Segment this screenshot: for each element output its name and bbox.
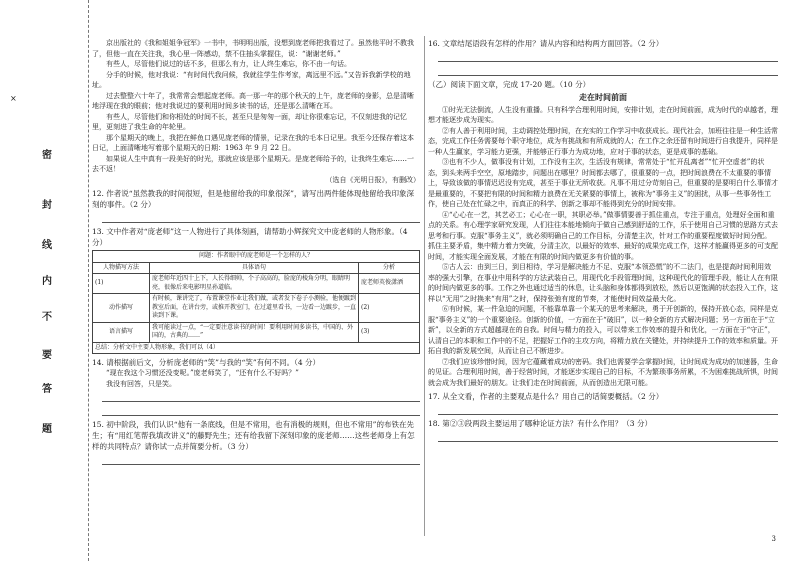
table-cell: 庞老师年近四十上下，人长得细帅，个子高高的，脸庞的棱角分明，眼睛明亮，很像后来电影明星孙道临。 bbox=[150, 274, 359, 294]
reading-paragraph: ⑥有时候，某一件急迫的问题，不能靠单靠一个某天的思考来解决，勇于开创新的，保持开放心态，同样是克服“事务主义”的一个重要途径。创新的价值，一方面在于“破旧”，以一种全新的方式解决问题；另一方面在于“立新”，以全新的方式超越现在的自我。时间与精力的投入，可以带来工作效率的提升和优化，一方面在于“守正”，认清自己的本职和工作中的不足，把握好工作的主攻方向，将精力放在关键处，并持续提升工作的效率和质量。开拓自我的新发展空间，从而让自己不断进步。 bbox=[428, 305, 778, 355]
table-cell[interactable]: (2) bbox=[359, 294, 420, 323]
table-row bbox=[93, 294, 420, 323]
binding-margin bbox=[0, 0, 89, 561]
table-summary-text: 总结：分析文中主要人物形象，我们可以（4） bbox=[95, 343, 219, 351]
article-title: 走在时间前面 bbox=[579, 92, 627, 102]
question-17: 17. 从全文看，作者的主要观点是什么？用自己的话简要概括。（2 分） bbox=[428, 392, 664, 401]
table-cell[interactable]: (1) bbox=[93, 274, 150, 294]
table-cell: 语言描写 bbox=[93, 322, 150, 342]
character-analysis-table bbox=[92, 250, 420, 354]
section-heading: （乙）阅读下面文章，完成 17-20 题。（10 分） bbox=[428, 80, 591, 89]
answer-line[interactable] bbox=[102, 454, 420, 465]
margin-speck: × bbox=[10, 94, 17, 103]
reading-paragraph: 那个星期天的晚上，我把在鲜鱼口遇见庞老师的情景，记录在我的毛本日记里。我至今还保存着这本日记，上面清晰地写着那个星期天的日期：1963 年 9 月 22 日。 bbox=[92, 133, 414, 152]
table-cell: 有时候，课讲完了，布置课堂作业让我们做，或者发下卷子小测验，他便踱到教室后面，在讲台旁，或推开教室门，在过道里看书，一边看一边踱步，一直读到下课。 bbox=[150, 294, 359, 323]
table-caption: 问题：作者眼中的庞老师是一个怎样的人？ bbox=[93, 251, 420, 263]
answer-line[interactable] bbox=[102, 405, 420, 416]
binding-char: 不 bbox=[42, 312, 52, 323]
reading-paragraph: ②有人善于利用时间，主动调控处理时间，在充实的工作学习中收获成长。现代社会，加班往往是一种生活常态，完成工作任务需要每个职守地位，成为有挑战和有所成就的人；在工作之余还留有时间进行自我提升，同样是一种人生赢家，学习能力更强，并能够正行事力为成功地，应对于事的状态，更是成事的基础。 bbox=[428, 126, 778, 156]
table-row bbox=[93, 322, 420, 342]
answer-line[interactable] bbox=[438, 65, 778, 76]
reading-paragraph: 有些人，尽管他们说过的话不多，但那么有力，让人终生难忘，你不由一句话。 bbox=[106, 60, 351, 68]
table-row bbox=[93, 274, 420, 294]
binding-char: 线 bbox=[42, 240, 52, 251]
right-column bbox=[428, 38, 778, 445]
question-quote: “现在我这个习惯还没变呢。”庞老师笑了，“还有什么不好吗？” bbox=[106, 369, 299, 377]
source-citation: （选自《光明日报》，有删改） bbox=[325, 175, 420, 184]
reading-paragraph: ③也有不少人，做事没有计划，工作没有主次，生活没有规律，常常处于“忙开乱离者”“忙开空虚者”的状态，到头来两手空空，原地踏步，问题出在哪里？时间都去哪了，很重要的一点，把时间浪费在不太重要的事情上，导致该做的事情迟迟没有完成，甚至于事业无所收获。凡事不用过分苛刻自己，但重要的是要明白什么事情才是最重要的，不要把有限的时间和精力浪费在无关紧要的事情上，被称为“事务主义”的困扰，从事一些事务性工作，使自己处在忙碌之中，而真正的科学、创新之事却不能得到充分的时间安排。 bbox=[428, 158, 778, 208]
table-cell: 动作描写 bbox=[93, 294, 150, 323]
reading-paragraph: ⑦我们应该珍惜时间，因为它蕴藏着成功的密码。我们也需要学会掌握时间，让时间成为成功的加速器，生命的见证。合理利用时间，善于经营时间，才能逐步实现自己的目标，不为繁琐事务所累，不为困难挑战所惧，时间就会成为我们最好的朋友。让我们走在时间前面，从而创造出无限可能。 bbox=[428, 357, 778, 387]
table-cell: 我可能读过一点，“一定要注意读书的时间！要利用时间多读书，中国的、外国的，古典的……” bbox=[150, 322, 359, 342]
binding-char: 密 bbox=[42, 150, 52, 161]
reading-paragraph: 过去整整六十年了，我常常会想起庞老师。高一那一年的那个秋天的上午，庞老师的身影，总是清晰地浮现在我的眼前；他对我说过的要利用时间多读书的话，还是那么清晰在耳。 bbox=[92, 91, 414, 110]
binding-char: 答 bbox=[42, 384, 52, 395]
binding-char: 题 bbox=[42, 424, 52, 435]
reading-paragraph: ④“心心在一艺，其艺必工；心心在一职，其职必举。”做事情要善于抓住重点，专注于重点，处理好全面和重点的关系。有心理学家研究发现，人们往往本能地倾向于做自己感到舒适的工作，乐于使用自己习惯的思路方式去思考和行事。克服“事务主义”，就必须明确自己的工作目标，分清楚主次，针对工作的重要程度做好时间分配。抓住主要矛盾，集中精力着力突破，分清主次，以最好的效率、最好的成果完成工作，这样才能赢得更多的可支配时间，才能实现全面发展，才能在有限的时间内做更多有价值的事。 bbox=[428, 210, 778, 261]
table-header: 具体语句 bbox=[150, 262, 359, 274]
answer-line[interactable] bbox=[102, 212, 420, 223]
reading-paragraph: 分手的时候，他对我说：“有时间代我问候，我就往学生作考家，离远里不远。”又告诉我新学校的地址。 bbox=[92, 70, 411, 89]
binding-char: 内 bbox=[42, 276, 52, 287]
reading-paragraph: 有些人，尽管他们和你相处的时间不长，甚至只是匆匆一面，却让你很难忘记，不仅刻进我的记忆里，更刻进了我生命的年轮里。 bbox=[92, 112, 407, 131]
question-16: 16. 文章结尾语段有怎样的作用？请从内容和结构两方面回答。（2 分） bbox=[428, 39, 664, 48]
answer-line[interactable] bbox=[438, 404, 778, 415]
question-13: 13. 文中作者对“庞老师”这一人物进行了具体刻画，请帮助小辉探究文中庞老师的人物形象。（4 分） bbox=[92, 227, 408, 247]
page-number: 3 bbox=[771, 535, 776, 543]
table-cell: 庞老师英俊潇洒 bbox=[359, 274, 420, 294]
question-18: 18. 第②③段两段主要运用了哪种论证方法？有什么作用？（3 分） bbox=[428, 419, 652, 428]
reading-paragraph: ⑤古人云：由到三日，到目相待，学习是解决能力不足、克服“本领恐慌”的不二法门，也是提高时间利用效率的强大引擎，在事业中用科学的方法武装自己，用现代化手段管理时间，这种现代化的管理手段，能让人在有限的时间内做更多的事。工作之外也通过适当的休息，让头脑和身体都得到放松，然后以更饱满的状态投入工作，这样以“无用”之时换来“有用”之时，保持张弛有度的节奏，才能使时间效益最大化。 bbox=[428, 263, 778, 303]
question-15: 15. 初中阶段，我们认识“他有一条底线，但是不常用，也有消极的规则，但也不常用”的布铁在先生；有“用红笔帮我填改讲义”的藤野先生；还有给我留下深刻印象的庞老师……这些老师身上有怎样的共同特点？请你试一点并简要分析。（3 分） bbox=[92, 420, 415, 451]
question-12: 12. 作者说“虽然教我的时间很短，但是他留给我的印象很深”，请写出两件能体现他留给我印象深刻的事件。（2 分） bbox=[92, 189, 414, 209]
table-row bbox=[93, 342, 420, 354]
answer-line[interactable] bbox=[438, 431, 778, 442]
table-summary[interactable] bbox=[93, 342, 420, 354]
answer-line[interactable] bbox=[102, 391, 420, 402]
table-cell[interactable]: (3) bbox=[359, 322, 420, 342]
left-column bbox=[92, 38, 420, 468]
binding-char: 封 bbox=[42, 200, 52, 211]
answer-line[interactable] bbox=[438, 51, 778, 62]
table-header: 人物描写方法 bbox=[93, 262, 150, 274]
question-quote: 我没有回答，只是笑。 bbox=[106, 379, 176, 388]
reading-paragraph: 如果说人生中真有一段美好的时光，那就应该是那个星期天。是庞老师给予的，让我终生难忘……一去不返！ bbox=[92, 154, 414, 173]
question-14: 14. 请根据前后文，分析庞老师的“笑”与我的“笑”有何不同。（4 分） bbox=[92, 358, 321, 367]
reading-paragraph: 京出版社的《我和姐姐争冠军》一书中，书明明出版，没想到庞老师把我看过了。虽然他平时不教我了，但他一直在关注我，我心里一阵感动，禁不住抽头掌握住，说：“谢谢老师。” bbox=[92, 39, 414, 58]
reading-paragraph: ①时光无法倒流，人生没有重播。只有科学合理利用时间，安排计划，走在时间前面，成为时代的卓越者，理想才能逐步成为现实。 bbox=[428, 105, 778, 124]
table-header: 分析 bbox=[359, 262, 420, 274]
column-divider bbox=[424, 36, 425, 536]
binding-char: 要 bbox=[42, 350, 52, 361]
